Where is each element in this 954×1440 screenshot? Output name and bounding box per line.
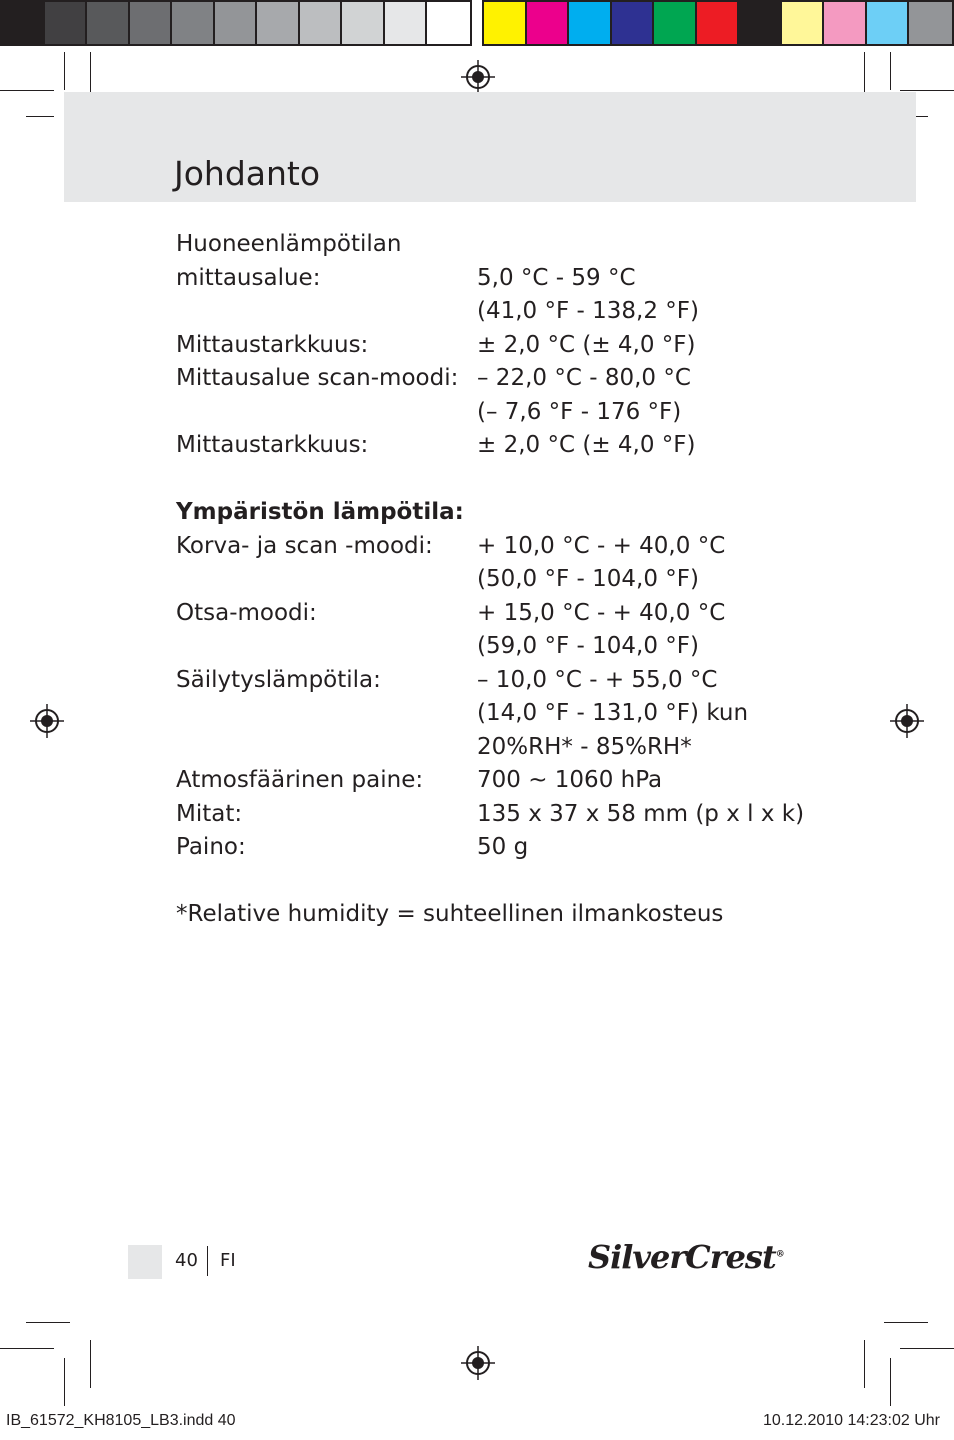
gray-swatch-bar [0,0,472,46]
spec-label: Paino: [176,834,246,860]
spec-value: 135 x 37 x 58 mm (p x l x k) [477,800,805,827]
crop-mark [900,1348,954,1349]
color-swatch [427,2,470,44]
spec-value: (– 7,6 °F - 176 °F) [477,398,682,425]
spec-value: – 22,0 °C - 80,0 °C [477,365,691,391]
spec-value: 20%RH* - 85%RH* [477,733,692,760]
spec-row [176,798,876,832]
registration-mark-icon [461,60,495,94]
spec-row [176,295,876,329]
registration-mark-icon [30,704,64,738]
color-swatch [172,2,215,44]
color-swatch-bar [482,0,954,46]
spec-value: 50 g [477,834,529,860]
color-swatch [697,2,740,44]
color-swatch [654,2,697,44]
color-swatch [782,2,825,44]
spec-row [176,597,876,631]
color-swatch [130,2,173,44]
spec-row [176,831,876,865]
crop-mark [0,90,54,91]
footnote-row [176,898,876,932]
color-swatch [45,2,88,44]
crop-mark [884,1322,928,1323]
spec-label: mittausalue: [176,264,321,291]
crop-mark [864,1340,865,1388]
page-number-box [128,1245,162,1279]
spec-label: Huoneenlämpötilan [176,231,402,257]
spec-value: 5,0 °C - 59 °C [477,264,636,291]
spec-row [176,630,876,664]
spec-value: (14,0 °F - 131,0 °F) kun [477,700,749,726]
print-slug-file: IB_61572_KH8105_LB3.indd 40 [6,1412,236,1429]
color-swatch [739,2,782,44]
color-swatch [87,2,130,44]
crop-mark [0,1348,54,1349]
spec-label: Mittaustarkkuus: [176,331,369,358]
spec-label: Otsa-moodi: [176,599,317,626]
spec-label: Korva- ja scan -moodi: [176,532,433,559]
crop-mark [26,116,54,117]
registered-mark: ® [775,1249,784,1260]
color-swatch [300,2,343,44]
registration-mark-icon [461,1346,495,1380]
spec-row [176,262,876,296]
spec-value: ± 2,0 °C (± 4,0 °F) [477,432,696,458]
spec-row [176,530,876,564]
color-swatch [215,2,258,44]
spec-value: 700 ~ 1060 hPa [477,767,663,793]
color-swatch [527,2,570,44]
spec-row [176,563,876,597]
spec-label: Mittaustarkkuus: [176,432,369,458]
color-swatch [909,2,952,44]
spec-label: Mittausalue scan-moodi: [176,365,459,391]
color-swatch [824,2,867,44]
color-swatch [2,2,45,44]
crop-mark [64,52,65,90]
spec-row [176,731,876,765]
spec-value: ± 2,0 °C (± 4,0 °F) [477,331,696,358]
section-heading: Ympäristön lämpötila: [176,499,464,525]
crop-mark [890,52,891,90]
color-swatch [342,2,385,44]
language-code: FI [220,1250,236,1271]
environment-heading [176,496,876,530]
print-slug-date: 10.12.2010 14:23:02 Uhr [762,1412,940,1429]
page-title: Johdanto [174,154,321,193]
color-swatch [612,2,655,44]
spec-row [176,396,876,430]
spec-value: (59,0 °F - 104,0 °F) [477,633,700,659]
spec-row [176,362,876,396]
crop-mark [64,1358,65,1406]
spec-value: (50,0 °F - 104,0 °F) [477,566,700,592]
crop-mark [890,1358,891,1406]
brand-logo [588,1238,784,1276]
brand-logo-text: SilverCrest [588,1238,776,1276]
color-swatch [484,2,527,44]
color-swatch [257,2,300,44]
spec-value: – 10,0 °C - + 55,0 °C [477,666,718,693]
color-swatch [867,2,910,44]
color-swatch [569,2,612,44]
page-separator [207,1246,208,1276]
registration-mark-icon [890,704,924,738]
spec-label: Säilytyslämpötila: [176,666,381,693]
spec-row [176,228,876,262]
page-number: 40 [175,1250,198,1271]
spec-row [176,764,876,798]
spec-label: Mitat: [176,800,243,827]
crop-mark [26,1322,70,1323]
spec-label: Atmosfäärinen paine: [176,767,424,793]
spec-row [176,664,876,698]
crop-mark [90,1340,91,1388]
crop-mark [900,90,954,91]
spec-value: + 10,0 °C - + 40,0 °C [477,532,726,559]
spec-value: + 15,0 °C - + 40,0 °C [477,599,726,626]
color-swatch [385,2,428,44]
spec-row [176,429,876,463]
spec-value: (41,0 °F - 138,2 °F) [477,298,700,324]
footnote: *Relative humidity = suhteellinen ilmankosteus [176,901,724,927]
spec-row [176,329,876,363]
spec-row [176,697,876,731]
